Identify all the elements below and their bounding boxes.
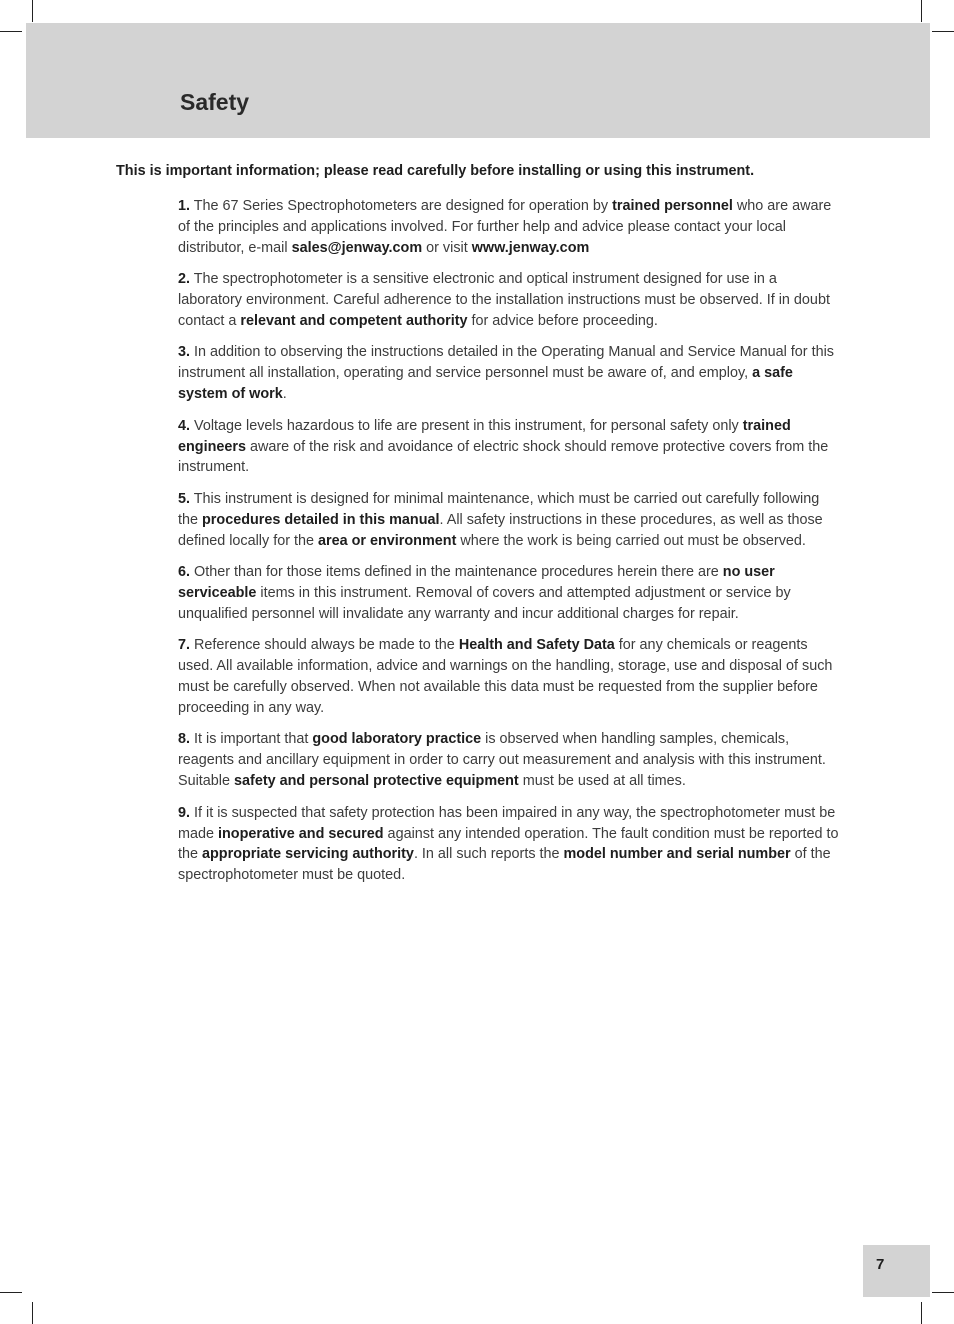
safety-item-5 <box>178 489 840 552</box>
body-text: Reference should always be made to the <box>190 637 459 654</box>
bold-text: area or environment <box>318 532 457 549</box>
body-text: where the work is being carried out must be observed. <box>456 532 806 549</box>
body-text: The spectrophotometer is a sensitive electronic and optical instrument designed for use in a laboratory environment. Careful adherence to the installation instructions must be observed. If in doubt contact a <box>178 271 830 330</box>
page-number-box <box>863 1245 930 1297</box>
crop-mark <box>921 0 922 22</box>
safety-item-1 <box>178 196 840 259</box>
header-band <box>26 23 930 138</box>
body-text: is observed when handling samples, chemicals, reagents and ancillary equipment in order to carry out measurement and analysis with this instrument. Suitable <box>178 731 826 790</box>
safety-item-3 <box>178 342 840 405</box>
bold-text: trained engineers <box>178 417 791 455</box>
body-text: against any intended operation. The fault condition must be reported to the <box>178 825 839 863</box>
body-text: or visit <box>422 239 472 256</box>
crop-mark <box>32 1302 33 1324</box>
bold-text: Health and Safety Data <box>458 637 615 654</box>
intro-warning: This is important information; please read carefully before installing or using this instrument. <box>116 163 755 179</box>
body-text: In addition to observing the instructions detailed in the Operating Manual and Service Manual for this instrument all installation, operating and service personnel must be aware of, and employ, <box>178 344 834 382</box>
bold-text: safety and personal protective equipment <box>234 773 519 790</box>
bold-text: 6. <box>178 564 191 581</box>
bold-text: 9. <box>178 804 191 821</box>
crop-mark <box>921 1302 922 1324</box>
bold-text: good laboratory practice <box>312 731 482 748</box>
crop-mark <box>932 1292 954 1293</box>
safety-item-2 <box>178 269 840 332</box>
body-text: . In all such reports the <box>413 846 564 863</box>
bold-text: 7. <box>178 637 191 654</box>
body-text: It is important that <box>190 731 313 748</box>
bold-text: 4. <box>178 417 191 434</box>
body-text: Other than for those items defined in the maintenance procedures herein there are <box>190 564 723 581</box>
body-text: Voltage levels hazardous to life are present in this instrument, for personal safety only <box>190 417 743 434</box>
page-number: 7 <box>876 1256 885 1273</box>
bold-text: 5. <box>178 490 191 507</box>
safety-item-9 <box>178 803 840 887</box>
crop-mark <box>0 1292 22 1293</box>
body-text: . <box>282 386 287 403</box>
body-text: for advice before proceeding. <box>467 313 658 330</box>
body-text: If it is suspected that safety protection has been impaired in any way, the spectrophotometer must be made <box>178 804 836 842</box>
bold-text: trained personnel <box>612 198 733 214</box>
body-text: of the spectrophotometer must be quoted. <box>178 846 831 884</box>
bold-text: inoperative and secured <box>218 825 384 842</box>
body-text: for any chemicals or reagents used. All available information, advice and warnings on the handling, storage, use and disposal of such must be carefully observed. When not available this data must be requested from the supplier before proceeding in any way. <box>178 637 833 717</box>
bold-text: 3. <box>178 344 191 361</box>
crop-mark <box>932 31 954 32</box>
body-text: items in this instrument. Removal of covers and attempted adjustment or service by unqualified personnel will invalidate any warranty and incur additional charges for repair. <box>178 585 791 622</box>
bold-text: relevant and competent authority <box>240 313 468 330</box>
bold-text: www.jenway.com <box>471 239 590 256</box>
body-text: . All safety instructions in these procedures, as well as those defined locally for the <box>178 511 823 549</box>
bold-text: a safe system of work <box>178 365 793 403</box>
bold-text: no user serviceable <box>178 564 775 601</box>
body-text: who are aware of the principles and applications involved. For further help and advice please contact your local distributor, e-mail <box>178 198 832 256</box>
safety-items-list <box>178 196 840 897</box>
crop-mark <box>0 31 22 32</box>
bold-text: appropriate servicing authority <box>202 846 414 863</box>
bold-text: procedures detailed in this manual <box>202 511 440 528</box>
safety-item-6 <box>178 562 840 625</box>
safety-item-7 <box>178 635 840 719</box>
body-text: must be used at all times. <box>518 773 686 790</box>
safety-item-4 <box>178 416 840 479</box>
body-text: This instrument is designed for minimal maintenance, which must be carried out carefully following the <box>178 490 820 528</box>
bold-text: 8. <box>178 731 191 748</box>
page-title: Safety <box>180 89 250 115</box>
safety-item-8 <box>178 729 840 792</box>
body-text: aware of the risk and avoidance of electric shock should remove protective covers from the instrument. <box>178 438 829 476</box>
bold-text: 1. <box>178 198 191 214</box>
bold-text: 2. <box>178 271 191 288</box>
crop-mark <box>32 0 33 22</box>
bold-text: sales@jenway.com <box>291 239 423 256</box>
body-text: The 67 Series Spectrophotometers are designed for operation by <box>190 198 613 214</box>
bold-text: model number and serial number <box>563 846 791 863</box>
